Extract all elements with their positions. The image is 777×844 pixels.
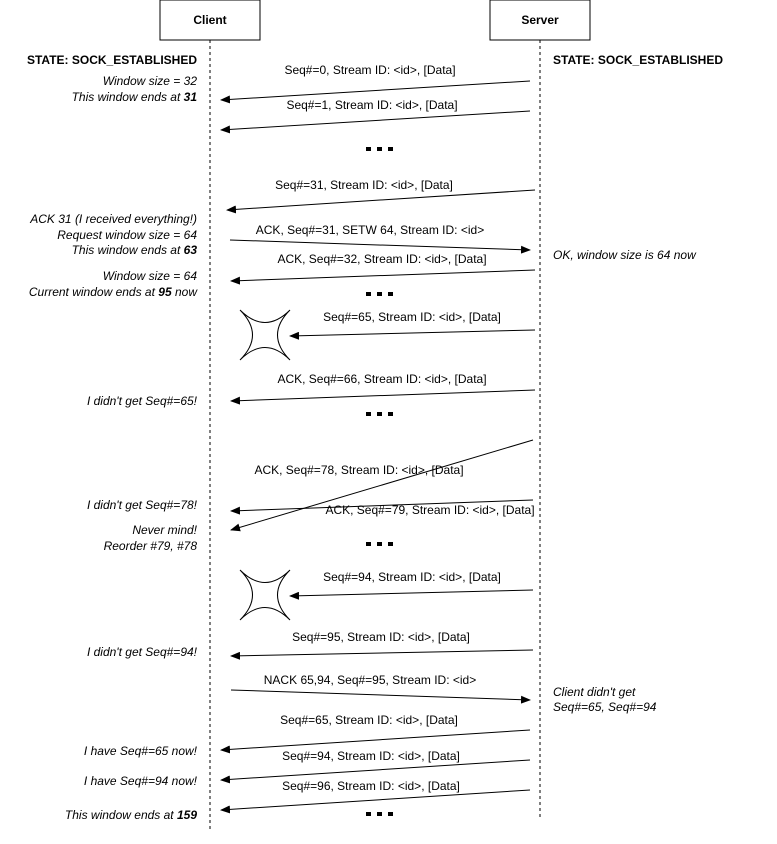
client-note-reorder: Reorder #79, #78 — [103, 539, 197, 553]
message-label-seq65-resend: Seq#=65, Stream ID: <id>, [Data] — [280, 713, 458, 727]
server-participant — [490, 0, 590, 40]
note-text: This window ends at — [64, 808, 177, 822]
server-label: Server — [521, 13, 559, 27]
message-arrow-seq65-lost — [290, 330, 535, 336]
message-label-seq1: Seq#=1, Stream ID: <id>, [Data] — [286, 98, 458, 112]
client-note-window-ends-31 — [72, 90, 198, 104]
client-participant — [160, 0, 260, 40]
client-note-have-65: I have Seq#=65 now! — [83, 744, 197, 758]
client-state: STATE: SOCK_ESTABLISHED — [26, 53, 197, 67]
message-arrow-nack — [231, 690, 530, 700]
packet-loss-icon — [240, 570, 290, 620]
client-note-window-size-64: Window size = 64 — [102, 269, 197, 283]
client-note-window-ends-159 — [65, 808, 197, 822]
message-label-seq0: Seq#=0, Stream ID: <id>, [Data] — [284, 63, 456, 77]
message-label-seq32: ACK, Seq#=32, Stream ID: <id>, [Data] — [277, 252, 487, 266]
message-arrow-seq1 — [221, 111, 530, 130]
message-arrow-seq94-lost — [290, 590, 533, 596]
note-value: 159 — [176, 808, 197, 822]
message-label-seq94-resend: Seq#=94, Stream ID: <id>, [Data] — [282, 749, 460, 763]
server-note-ok-64: OK, window size is 64 now — [553, 248, 696, 262]
message-arrow-seq31 — [227, 190, 535, 210]
note-text: This window ends at — [71, 243, 184, 257]
message-arrow-setw — [230, 240, 530, 250]
note-text: This window ends at — [71, 90, 184, 104]
message-label-seq95: Seq#=95, Stream ID: <id>, [Data] — [292, 630, 470, 644]
message-label-seq94-lost: Seq#=94, Stream ID: <id>, [Data] — [323, 570, 501, 584]
note-text: Current window ends at — [28, 285, 159, 299]
message-label-seq78: ACK, Seq#=78, Stream ID: <id>, [Data] — [254, 463, 464, 477]
client-note-window-size-32: Window size = 32 — [102, 74, 197, 88]
server-note-client-missed-seqs: Seq#=65, Seq#=94 — [553, 700, 657, 714]
message-label-nack: NACK 65,94, Seq#=95, Stream ID: <id> — [263, 673, 477, 687]
client-label: Client — [193, 13, 227, 27]
server-note-client-missed: Client didn't get — [553, 685, 636, 699]
note-text: now — [171, 285, 197, 299]
message-arrow-seq66 — [231, 390, 535, 401]
client-note-missed-65: I didn't get Seq#=65! — [86, 394, 197, 408]
packet-loss-icon — [240, 310, 290, 360]
message-label-seq31: Seq#=31, Stream ID: <id>, [Data] — [275, 178, 453, 192]
message-label-seq96: Seq#=96, Stream ID: <id>, [Data] — [282, 779, 460, 793]
client-note-missed-78: I didn't get Seq#=78! — [86, 498, 197, 512]
client-note-missed-94: I didn't get Seq#=94! — [86, 645, 197, 659]
message-arrow-seq94-resend — [221, 760, 530, 780]
message-arrow-seq32 — [231, 270, 535, 281]
message-label-seq65-lost: Seq#=65, Stream ID: <id>, [Data] — [323, 310, 501, 324]
message-arrow-seq65-resend — [221, 730, 530, 750]
server-state: STATE: SOCK_ESTABLISHED — [553, 53, 724, 67]
message-arrow-seq96 — [221, 790, 530, 810]
client-note-request-64: Request window size = 64 — [57, 228, 197, 242]
client-note-window-ends-63 — [72, 243, 198, 257]
note-value: 95 — [158, 285, 172, 299]
note-value: 31 — [183, 90, 197, 104]
note-value: 63 — [183, 243, 197, 257]
message-label-setw: ACK, Seq#=31, SETW 64, Stream ID: <id> — [255, 223, 485, 237]
message-label-seq66: ACK, Seq#=66, Stream ID: <id>, [Data] — [277, 372, 487, 386]
message-arrow-seq95 — [231, 650, 533, 656]
message-label-seq79: ACK, Seq#=79, Stream ID: <id>, [Data] — [325, 503, 535, 517]
client-note-never-mind: Never mind! — [132, 523, 197, 537]
client-note-ack31: ACK 31 (I received everything!) — [30, 212, 197, 226]
client-note-current-ends-95 — [29, 285, 198, 299]
client-note-have-94: I have Seq#=94 now! — [83, 774, 197, 788]
